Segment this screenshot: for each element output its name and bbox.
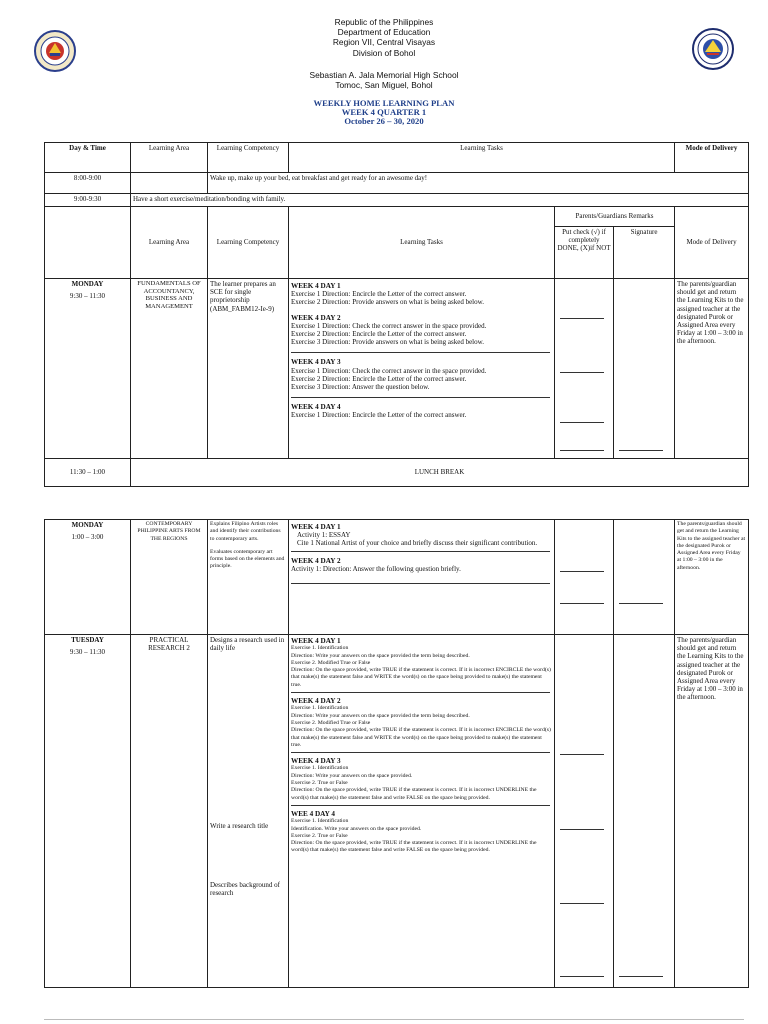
plan-title: WEEKLY HOME LEARNING PLAN <box>313 98 455 108</box>
day-label: TUESDAY <box>71 636 104 644</box>
learning-area-value: FUNDAMENTALS OF ACCOUNTANCY, BUSINESS AND MANAGEMENT <box>131 279 208 459</box>
routine-time: 9:00-9:30 <box>45 194 131 207</box>
task-line: Exercise 1. Identification <box>291 818 349 825</box>
sub-learning-tasks: Learning Tasks <box>289 207 555 279</box>
task-line: Cite 1 National Artist of your choice and briefly discuss their significant contribution. <box>297 539 538 548</box>
day-heading: WEE 4 DAY 4 <box>291 809 335 818</box>
check-cell <box>555 279 614 459</box>
day-heading: WEEK 4 DAY 2 <box>291 697 341 706</box>
competency-value: Write a research title <box>210 822 269 831</box>
task-line: Exercise 1. Identification <box>291 765 349 772</box>
competency-value: The learner prepares an SCE for single proprietorship (ABM_FABM12-Ie-9) <box>208 279 289 459</box>
routine-task: Have a short exercise/meditation/bonding with family. <box>131 194 749 207</box>
competency-value: Describes background of research <box>210 880 280 897</box>
task-line: Exercise 2. Modified True or False <box>291 659 371 666</box>
remarks-header-row <box>45 207 749 227</box>
parents-remarks-header: Parents/Guardians Remarks <box>555 207 675 227</box>
signature-header: Signature <box>614 227 675 279</box>
day-heading: WEEK 4 DAY 3 <box>291 757 341 766</box>
time-label: 9:30 – 11:30 <box>69 292 106 301</box>
school-address: Tomoc, San Miguel, Bohol <box>335 80 433 91</box>
task-line: Direction: On the space provided, write TRUE if the statement is correct. If it is incorrect ENCIRCLE the word(s) that make(s) the statement false and WRITE the word(s) on the space being provided to make(s) the statement true. <box>291 727 551 748</box>
routine-row <box>45 194 749 207</box>
check-cell <box>555 635 614 988</box>
routine-time: 8:00-9:00 <box>45 173 131 194</box>
sub-mode-of-delivery: Mode of Delivery <box>675 207 749 279</box>
task-line: Exercise 2 Direction: Provide answers on what is being asked below. <box>291 298 484 307</box>
day-heading: WEEK 4 DAY 1 <box>291 637 341 645</box>
plan-dates: October 26 – 30, 2020 <box>344 116 424 127</box>
task-line: Exercise 2. Modified True or False <box>291 719 371 726</box>
signature-cell <box>614 279 675 459</box>
lunch-time: 11:30 – 1:00 <box>45 459 131 487</box>
task-line: Exercise 1 Direction: Encircle the Letter of the correct answer. <box>291 411 467 420</box>
routine-task: Wake up, make up your bed, eat breakfast and get ready for an awesome day! <box>208 173 749 194</box>
task-line: Activity 1: Direction: Answer the following question briefly. <box>291 564 461 573</box>
task-line: Direction: Write your answers on the space provided the term being described. <box>291 652 470 659</box>
task-line: Activity 1: ESSAY <box>297 531 351 540</box>
plan-title-block <box>0 99 768 127</box>
learning-area-value: PRACTICAL RESEARCH 2 <box>131 635 208 988</box>
task-line: Direction: Write your answers on the space provided the term being described. <box>291 712 470 719</box>
sub-learning-competency: Learning Competency <box>208 207 289 279</box>
tasks-cell <box>289 279 555 459</box>
table-header-row <box>45 143 749 173</box>
competency-value: Evaluates contemporary art forms based on the elements and principle. <box>210 548 285 570</box>
tasks-cell <box>289 520 555 635</box>
task-line: Exercise 1 Direction: Check the correct answer in the space provided. <box>291 366 487 375</box>
day-heading: WEEK 4 DAY 2 <box>291 313 341 322</box>
task-line: Exercise 2. True or False <box>291 780 348 787</box>
competency-value: Designs a research used in daily life <box>210 636 285 653</box>
lunch-row <box>45 459 749 487</box>
task-line: Identification. Write your answers on the space provided. <box>291 825 422 832</box>
page-bottom-rule <box>44 1019 744 1020</box>
school-name: Sebastian A. Jala Memorial High School <box>309 70 459 80</box>
tasks-cell <box>289 635 555 988</box>
header-line: Republic of the Philippines <box>334 17 434 27</box>
task-line: Exercise 1. Identification <box>291 645 349 652</box>
tuesday-row <box>45 635 749 988</box>
signature-cell <box>614 635 675 988</box>
routine-row <box>45 173 749 194</box>
day-label: MONDAY <box>71 521 104 529</box>
task-line: Exercise 2 Direction: Encircle the Letter of the correct answer. <box>291 374 467 383</box>
signature-cell <box>614 520 675 635</box>
task-line: Exercise 2 Direction: Encircle the Letter of the correct answer. <box>291 330 467 339</box>
plan-week: WEEK 4 QUARTER 1 <box>341 107 427 118</box>
gov-header <box>0 17 768 58</box>
put-check-header: Put check (√) if completely DONE, (X)if NOT <box>555 227 614 279</box>
task-line: Exercise 1. Identification <box>291 705 349 712</box>
task-line: Direction: On the space provided, write TRUE if the statement is correct. If it is incorrect UNDERLINE the word(s) that make(s) the statement false and write FALSE on the space being provided. <box>291 840 537 854</box>
mode-of-delivery-value: The parents/guardian should get and return the Learning Kits to the assigned teacher at the designated Purok or Assigned Area every Friday at 1:00 – 3:00 in the afternoon. <box>675 520 749 635</box>
day-heading: WEEK 4 DAY 3 <box>291 358 341 367</box>
monday-afternoon-row <box>45 520 749 635</box>
header-line: Department of Education <box>337 27 431 38</box>
col-learning-area: Learning Area <box>131 143 208 173</box>
day-heading: WEEK 4 DAY 1 <box>291 282 341 290</box>
mode-of-delivery-value: The parents/guardian should get and return the Learning Kits to the assigned teacher at the designated Purok or Assigned Area every Friday at 1:00 – 3:00 in the afternoon. <box>675 279 749 459</box>
task-line: Exercise 1 Direction: Check the correct answer in the space provided. <box>291 321 487 330</box>
mode-of-delivery-value: The parents/guardian should get and return the Learning Kits to the assigned teacher at the designated Purok or Assigned Area every Friday at 1:00 – 3:00 in the afternoon. <box>675 635 749 988</box>
task-line: Exercise 1 Direction: Encircle the Letter of the correct answer. <box>291 290 467 299</box>
lunch-label: LUNCH BREAK <box>131 459 749 487</box>
school-header <box>0 70 768 90</box>
col-learning-competency: Learning Competency <box>208 143 289 173</box>
learning-area-value: CONTEMPORARY PHILIPPINE ARTS FROM THE REGIONS <box>131 520 208 635</box>
task-line: Direction: On the space provided, write TRUE if the statement is correct. If it is incorrect ENCIRCLE the word(s) that make(s) the statement false and WRITE the word(s) on the space being provided to make(s) the statement true. <box>291 667 551 688</box>
task-line: Exercise 3 Direction: Answer the question below. <box>291 383 430 392</box>
check-cell <box>555 520 614 635</box>
task-line: Direction: On the space provided, write TRUE if the statement is correct. If it is incorrect UNDERLINE the word(s) that make(s) the statement false and write FALSE on the space being provided. <box>291 787 537 801</box>
time-label: 9:30 – 11:30 <box>69 648 106 657</box>
day-heading: WEEK 4 DAY 2 <box>291 556 341 565</box>
col-learning-tasks: Learning Tasks <box>289 143 675 173</box>
header-line: Division of Bohol <box>352 47 416 58</box>
task-line: Direction: Write your answers on the space provided. <box>291 772 413 779</box>
task-line: Exercise 3 Direction: Provide answers on what is being asked below. <box>291 338 484 347</box>
competency-value: Explains Filipino Artists roles and identify their contributions to contemporary arts. <box>210 521 281 542</box>
col-mode-of-delivery: Mode of Delivery <box>675 143 749 173</box>
learning-plan-table-1 <box>44 142 749 487</box>
time-label: 1:00 – 3:00 <box>71 533 104 542</box>
sub-learning-area: Learning Area <box>131 207 208 279</box>
monday-morning-row <box>45 279 749 459</box>
col-day-time: Day & Time <box>45 143 131 173</box>
task-line: Exercise 2. True or False <box>291 832 348 839</box>
header-line: Region VII, Central Visayas <box>332 37 436 48</box>
day-heading: WEEK 4 DAY 4 <box>291 403 341 412</box>
learning-plan-table-2 <box>44 519 749 988</box>
day-heading: WEEK 4 DAY 1 <box>291 523 341 531</box>
day-label: MONDAY <box>71 280 104 288</box>
